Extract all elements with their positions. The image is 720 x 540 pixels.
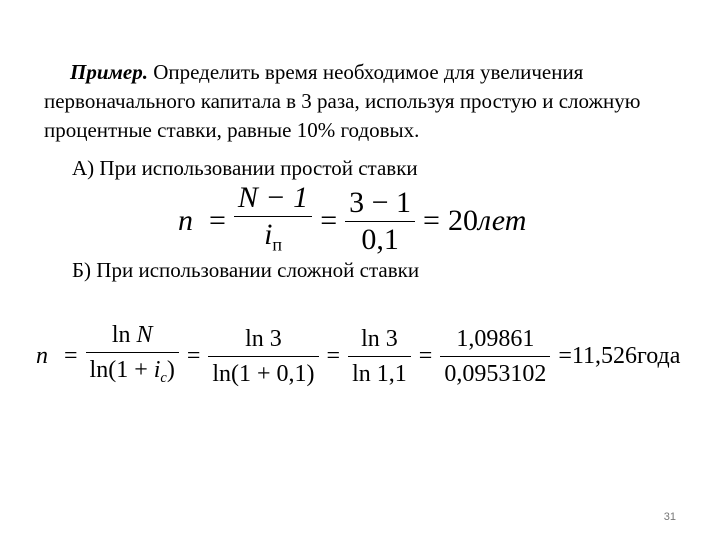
formula-a-frac2-num: 3 − 1: [349, 185, 412, 219]
formula-a-lhs: n: [178, 204, 193, 238]
formula-a-result-num: 20: [447, 204, 478, 238]
formula-b-frac1-num: [86, 318, 179, 352]
formula-a-frac1-num: N − 1: [237, 181, 309, 214]
formula-b-result: 11,526года: [571, 343, 681, 370]
formula-b-frac1-num-fn: ln: [111, 322, 137, 348]
formula-b-frac1-den-pre: ln(1 +: [89, 357, 154, 383]
formula-b-frac3-den: ln 1,1: [348, 356, 411, 391]
example-paragraph: [44, 58, 684, 145]
formula-a-result-unit: лет: [477, 204, 527, 238]
formula-a-eq3: =: [423, 204, 440, 238]
formula-b-frac4-num: 1,09861: [456, 326, 535, 353]
formula-a-eq1: =: [209, 204, 226, 238]
formula-b-frac2-num: ln 3: [245, 326, 282, 353]
formula-b-frac3: [348, 322, 411, 391]
formula-b-eq2: =: [186, 343, 201, 370]
section-b-heading: Б) При использовании сложной ставки: [72, 258, 420, 282]
section-a-heading: А) При использовании простой ставки: [72, 156, 418, 180]
formula-compound-rate: [36, 318, 680, 395]
formula-b-frac1-num-var: N: [136, 322, 153, 348]
formula-simple-rate: [170, 180, 526, 262]
formula-b-frac2-den: ln(1 + 0,1): [208, 356, 318, 391]
formula-b-eq5: =: [558, 343, 572, 370]
formula-b-frac1: [86, 318, 179, 395]
formula-a-eq2: =: [320, 204, 338, 238]
formula-a-frac1-den-sub: п: [272, 234, 283, 255]
example-label: Пример.: [70, 60, 148, 84]
formula-b-frac1-den-post: ): [166, 357, 175, 383]
formula-b-eq4: =: [418, 343, 433, 370]
formula-b-frac1-den-sub: c: [160, 370, 167, 387]
formula-a-frac2: [345, 185, 415, 258]
formula-b-frac4: [440, 322, 550, 391]
example-text: Определить время необходимое для увеличения первоначального капитала в 3 раза, используя простую и сложную процентные ставки, равные 10% годовых.: [44, 60, 641, 142]
formula-b-frac1-den: [86, 352, 179, 395]
page-number: 31: [663, 511, 676, 523]
formula-b-frac2: [208, 322, 318, 391]
formula-b-frac1-den-var: i: [153, 357, 161, 383]
formula-a-frac2-den: 0,1: [345, 221, 415, 258]
formula-b-eq3: =: [326, 343, 341, 370]
formula-b-lhs: n: [36, 343, 48, 370]
formula-a-frac1-den-var: i: [264, 218, 273, 251]
formula-b-frac3-num: ln 3: [361, 326, 398, 353]
formula-b-eq1: =: [64, 343, 78, 370]
formula-a-frac1: [234, 180, 312, 262]
formula-b-frac4-den: 0,0953102: [440, 356, 550, 391]
formula-a-result: [448, 204, 526, 238]
formula-a-frac1-den: [234, 216, 312, 262]
